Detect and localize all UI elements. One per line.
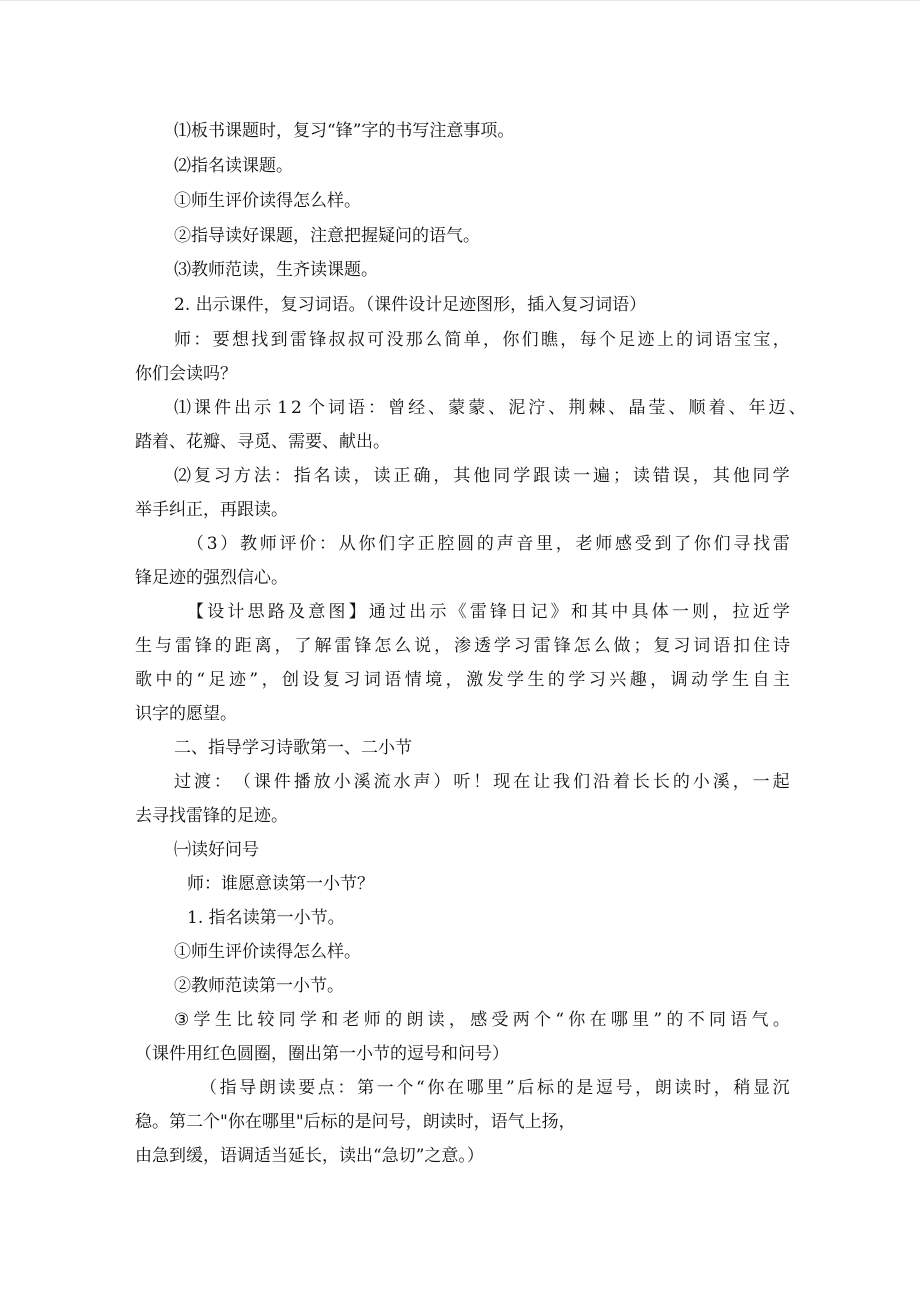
text-line: 识字的愿望。 <box>135 704 237 724</box>
subsection-heading: ㈠读好问号 <box>174 840 259 860</box>
text-line: 师 ： 要 想 找 到 雷 锋 叔 叔 可 没 那 么 简 单 ， 你 们 瞧 ， 每 个 足 迹 上 的 词 语 宝 宝 ， <box>174 330 790 350</box>
text-line: ②指导读好课题，注意把握疑问的语气。 <box>174 226 480 246</box>
text-line: ⑴ 课 件 出 示 1 2 个 词 语 ： 曾 经 、 蒙 蒙 、 泥 泞 、 荆 棘 、 晶 莹 、 顺 着 、 年 迈 、 <box>174 398 806 418</box>
text-line: 2. 出示课件，复习词语。（课件设计足迹图形，插入复习词语） <box>174 295 647 315</box>
text-line: 师：谁愿意读第一小节？ <box>187 874 374 894</box>
text-line: ①师生评价读得怎么样。 <box>174 942 361 962</box>
text-line: 稳。第二个"你在哪里"后标的是问号，朗读时，语气上扬， <box>135 1112 576 1132</box>
text-line: 过 渡 ： （ 课 件 播 放 小 溪 流 水 声 ） 听 ！ 现 在 让 我 们 沿 着 长 长 的 小 溪 ， 一 起 <box>174 772 790 792</box>
text-line: 生 与 雷 锋 的 距 离 ， 了 解 雷 锋 怎 么 说 ， 渗 透 学 习 雷 锋 怎 么 做 ； 复 习 词 语 扣 住 诗 <box>135 636 790 656</box>
text-line: ③ 学 生 比 较 同 学 和 老 师 的 朗 读 ， 感 受 两 个 “ 你 在 哪 里 ” 的 不 同 语 气 。 <box>174 1010 790 1030</box>
text-line: 锋足迹的强烈信心。 <box>135 568 288 588</box>
text-line: ⑴板书课题时，复习“锋”字的书写注意事项。 <box>174 121 515 141</box>
text-line: ⑵指名读课题。 <box>174 156 293 176</box>
text-line: 踏着、花瓣、寻觅、需要、献出。 <box>135 432 390 452</box>
text-line: （课件用红色圆圈，圈出第一小节的逗号和问号） <box>135 1044 509 1064</box>
text-line: （ 指 导 朗 读 要 点 ： 第 一 个 “ 你 在 哪 里 ” 后 标 的 是 逗 号 ， 朗 读 时 ， 稍 显 沉 <box>200 1078 790 1098</box>
text-line: ⑶教师范读，生齐读课题。 <box>174 260 378 280</box>
text-line: ⑵ 复 习 方 法 ： 指 名 读 ， 读 正 确 ， 其 他 同 学 跟 读 一 遍 ； 读 错 误 ， 其 他 同 学 <box>174 466 790 486</box>
section-heading: 二、指导学习诗歌第一、二小节 <box>174 738 412 758</box>
text-line: （ 3 ） 教 师 评 价 ： 从 你 们 字 正 腔 圆 的 声 音 里 ， 老 师 感 受 到 了 你 们 寻 找 雷 <box>187 534 790 554</box>
text-line: ②教师范读第一小节。 <box>174 976 344 996</box>
text-line: 【 设 计 思 路 及 意 图 】 通 过 出 示 《 雷 锋 日 记 》 和 其 中 具 体 一 则 ， 拉 近 学 <box>187 602 790 622</box>
text-line: 去寻找雷锋的足迹。 <box>135 806 288 826</box>
text-line: 你们会读吗？ <box>135 364 237 384</box>
text-line: 歌 中 的 “ 足 迹 ” ， 创 设 复 习 词 语 情 境 ， 激 发 学 生 的 学 习 兴 趣 ， 调 动 学 生 自 主 <box>135 670 790 690</box>
text-line: 由急到缓，语调适当延长，读出“急切”之意。） <box>135 1146 484 1166</box>
text-line: ①师生评价读得怎么样。 <box>174 191 361 211</box>
text-line: 1. 指名读第一小节。 <box>187 908 345 928</box>
text-line: 举手纠正，再跟读。 <box>135 500 288 520</box>
